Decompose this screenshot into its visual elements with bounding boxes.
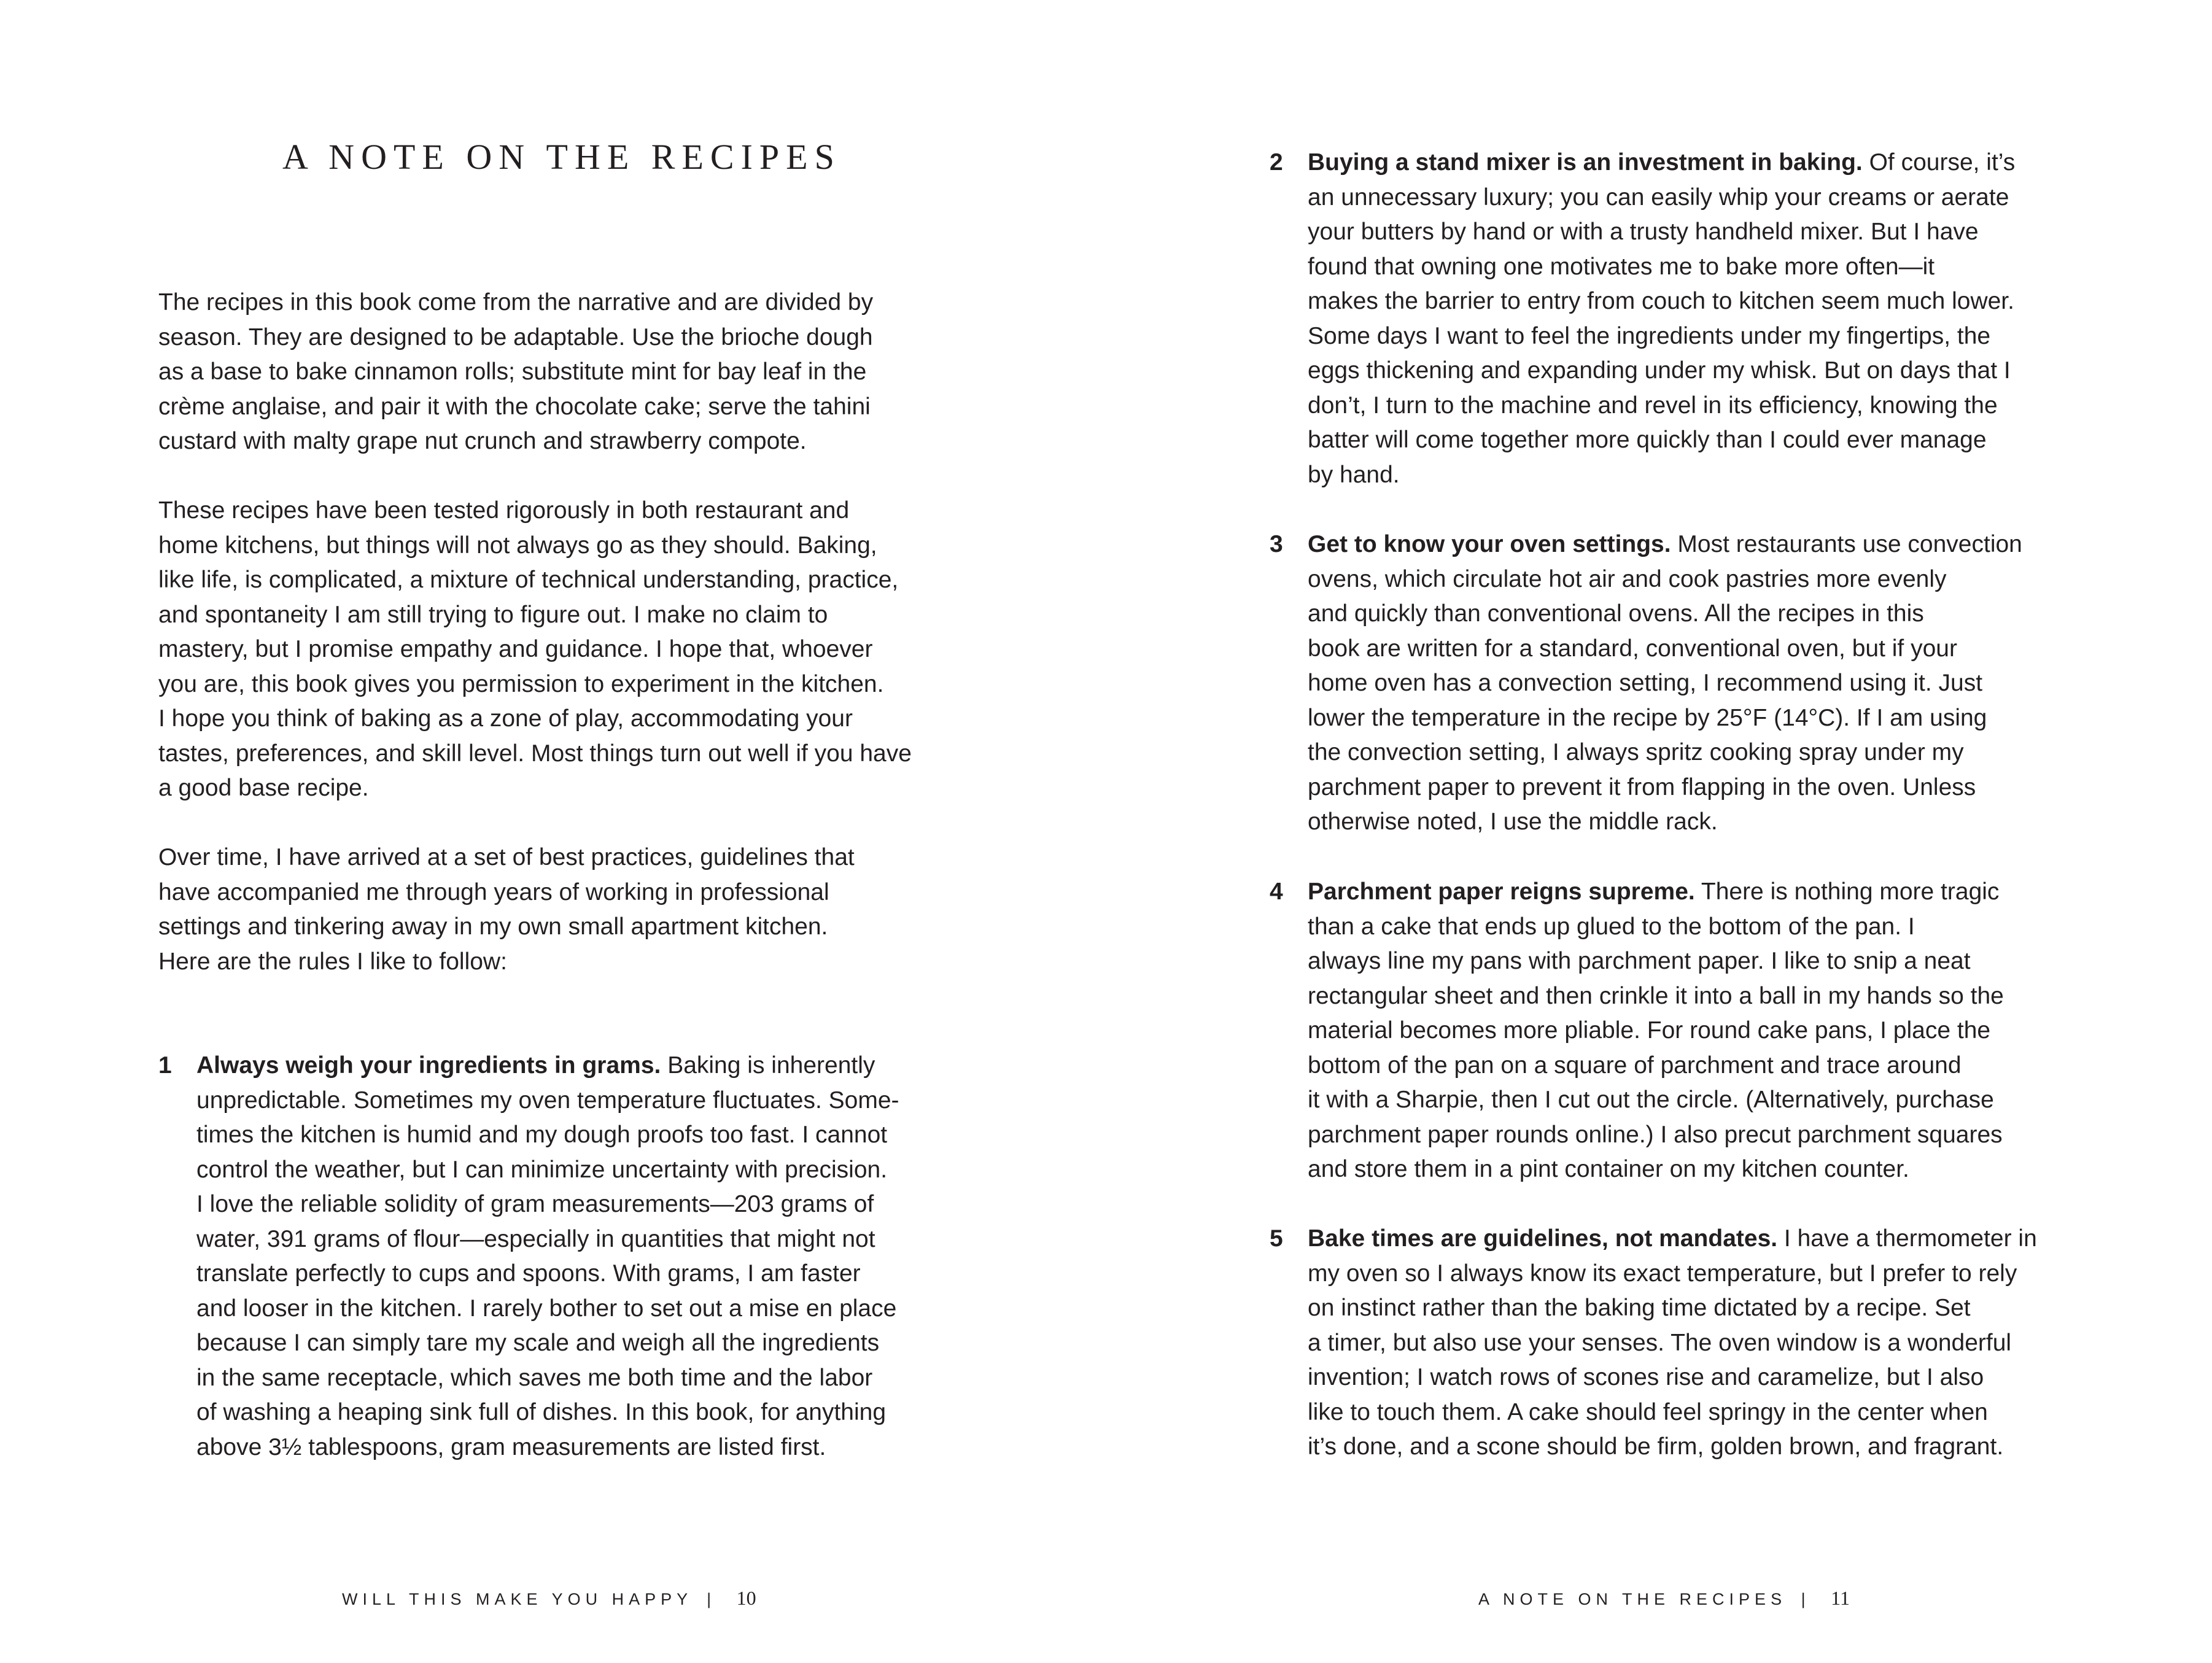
text-line: unpredictable. Sometimes my oven temperature fluctuates. Some-: [196, 1087, 899, 1114]
rule-heading: Get to know your oven settings.: [1308, 531, 1671, 557]
text-line: it with a Sharpie, then I cut out the circle. (Alternatively, purchase: [1308, 1087, 1994, 1113]
rule-text: I have a thermometer in: [1777, 1225, 2037, 1252]
text-line: tastes, preferences, and skill level. Most things turn out well if you have: [158, 740, 912, 767]
text-line: parchment paper to prevent it from flapping in the oven. Unless: [1308, 773, 1976, 800]
text-line: like to touch them. A cake should feel springy in the center when: [1308, 1398, 1988, 1425]
left-footer: [342, 1587, 756, 1610]
text-line: than a cake that ends up glued to the bottom of the pan. I: [1308, 913, 1915, 940]
text-line: Here are the rules I like to follow:: [158, 948, 507, 975]
rule-first-line: [196, 1049, 899, 1083]
text-line: I hope you think of baking as a zone of play, accommodating your: [158, 705, 853, 732]
text-line: mastery, but I promise empathy and guidance. I hope that, whoever: [158, 636, 873, 662]
text-line: book are written for a standard, conventional oven, but if your: [1308, 635, 1957, 662]
text-line: I love the reliable solidity of gram measurements—203 grams of: [196, 1191, 874, 1217]
text-line: as a base to bake cinnamon rolls; substitute mint for bay leaf in the: [158, 359, 867, 385]
text-line: custard with malty grape nut crunch and strawberry compote.: [158, 428, 807, 454]
text-line: invention; I watch rows of scones rise and caramelize, but I also: [1308, 1364, 1984, 1390]
page-number: 11: [1831, 1587, 1850, 1609]
text-line: of washing a heaping sink full of dishes. In this book, for anything: [196, 1399, 887, 1425]
rule-text: There is nothing more tragic: [1694, 878, 2000, 905]
text-line: my oven so I always know its exact temperature, but I prefer to rely: [1308, 1260, 2017, 1287]
text-line: like life, is complicated, a mixture of technical understanding, practice,: [158, 567, 899, 593]
intro-paragraph-3: [158, 840, 855, 979]
right-footer: [1478, 1587, 1850, 1610]
text-line: The recipes in this book come from the narrative and are divided by: [158, 289, 874, 316]
text-line: and store them in a pint container on my kitchen counter.: [1308, 1156, 1909, 1182]
text-line: on instinct rather than the baking time dictated by a recipe. Set: [1308, 1295, 1971, 1321]
text-line: and spontaneity I am still trying to figure out. I make no claim to: [158, 601, 828, 628]
text-line: Some days I want to feel the ingredients under my fingertips, the: [1308, 322, 1991, 349]
rule-first-line: [1308, 527, 2022, 562]
text-line: water, 391 grams of flour—especially in quantities that might not: [196, 1225, 875, 1252]
running-head: WILL THIS MAKE YOU HAPPY: [342, 1590, 693, 1608]
text-line: parchment paper rounds online.) I also precut parchment squares: [1308, 1121, 2003, 1148]
text-line: a good base recipe.: [158, 775, 369, 801]
text-line: Over time, I have arrived at a set of best practices, guidelines that: [158, 844, 855, 870]
text-line: don’t, I turn to the machine and revel in its efficiency, knowing the: [1308, 392, 1998, 419]
text-line: in the same receptacle, which saves me both time and the labor: [196, 1364, 873, 1391]
page-number: 10: [736, 1587, 756, 1609]
text-line: you are, this book gives you permission to experiment in the kitchen.: [158, 670, 884, 697]
text-line: makes the barrier to entry from couch to kitchen seem much lower.: [1308, 288, 2014, 314]
rule-number: 1: [158, 1052, 172, 1079]
rule-number: 5: [1270, 1225, 1283, 1252]
text-line: crème anglaise, and pair it with the chocolate cake; serve the tahini: [158, 393, 871, 420]
footer-separator: |: [1801, 1590, 1810, 1608]
text-line: settings and tinkering away in my own small apartment kitchen.: [158, 913, 828, 940]
text-line: by hand.: [1308, 461, 1400, 488]
rule-number: 3: [1270, 531, 1283, 557]
text-line: because I can simply tare my scale and weigh all the ingredients: [196, 1330, 880, 1356]
rule-text: Of course, it’s: [1862, 149, 2016, 176]
text-line: rectangular sheet and then crinkle it into a ball in my hands so the: [1308, 982, 2004, 1009]
text-line: These recipes have been tested rigorously in both restaurant and: [158, 497, 850, 524]
text-line: and looser in the kitchen. I rarely bother to set out a mise en place: [196, 1295, 897, 1322]
rule-heading: Parchment paper reigns supreme.: [1308, 878, 1695, 905]
text-line: ovens, which circulate hot air and cook pastries more evenly: [1308, 565, 1947, 592]
text-line: batter will come together more quickly than I could ever manage: [1308, 427, 1987, 453]
right-page: [1106, 0, 2212, 1663]
rule-text: Most restaurants use convection: [1671, 531, 2022, 557]
text-line: bottom of the pan on a square of parchment and trace around: [1308, 1052, 1962, 1079]
text-line: and quickly than conventional ovens. All the recipes in this: [1308, 600, 1924, 627]
intro-paragraph-2: [158, 494, 912, 806]
text-line: always line my pans with parchment paper. I like to snip a neat: [1308, 948, 1971, 974]
rule-text: Baking is inherently: [661, 1052, 875, 1079]
rule-heading: Always weigh your ingredients in grams.: [196, 1052, 661, 1079]
text-line: home kitchens, but things will not always go as they should. Baking,: [158, 532, 877, 559]
rule-number: 4: [1270, 878, 1283, 905]
text-line: lower the temperature in the recipe by 25°F (14°C). If I am using: [1308, 704, 1987, 731]
text-line: season. They are designed to be adaptable. Use the brioche dough: [158, 324, 873, 351]
rule-heading: Buying a stand mixer is an investment in baking.: [1308, 149, 1863, 176]
rule-heading: Bake times are guidelines, not mandates.: [1308, 1225, 1778, 1252]
text-line: eggs thickening and expanding under my whisk. But on days that I: [1308, 357, 2011, 384]
rule-number: 2: [1270, 149, 1283, 176]
text-line: your butters by hand or with a trusty handheld mixer. But I have: [1308, 219, 1979, 245]
footer-separator: |: [707, 1590, 716, 1608]
intro-paragraph-1: [158, 285, 873, 459]
text-line: found that owning one motivates me to bake more often—it: [1308, 253, 1935, 280]
rule-first-line: [1308, 875, 2004, 910]
text-line: otherwise noted, I use the middle rack.: [1308, 808, 1718, 835]
running-head: A NOTE ON THE RECIPES: [1478, 1590, 1787, 1608]
text-line: material becomes more pliable. For round cake pans, I place the: [1308, 1017, 1991, 1044]
text-line: a timer, but also use your senses. The oven window is a wonderful: [1308, 1329, 2012, 1356]
text-line: times the kitchen is humid and my dough proofs too fast. I cannot: [196, 1122, 888, 1148]
rule-first-line: [1308, 145, 2015, 180]
rule-first-line: [1308, 1222, 2037, 1257]
chapter-title: A NOTE ON THE RECIPES: [282, 137, 841, 177]
text-line: have accompanied me through years of working in professional: [158, 878, 829, 905]
text-line: it’s done, and a scone should be firm, golden brown, and fragrant.: [1308, 1433, 2004, 1460]
text-line: the convection setting, I always spritz cooking spray under my: [1308, 739, 1964, 766]
text-line: home oven has a convection setting, I recommend using it. Just: [1308, 670, 1983, 696]
text-line: an unnecessary luxury; you can easily whip your creams or aerate: [1308, 184, 2009, 211]
text-line: above 3½ tablespoons, gram measurements are listed first.: [196, 1433, 826, 1460]
text-line: translate perfectly to cups and spoons. With grams, I am faster: [196, 1260, 861, 1287]
text-line: control the weather, but I can minimize uncertainty with precision.: [196, 1156, 888, 1183]
